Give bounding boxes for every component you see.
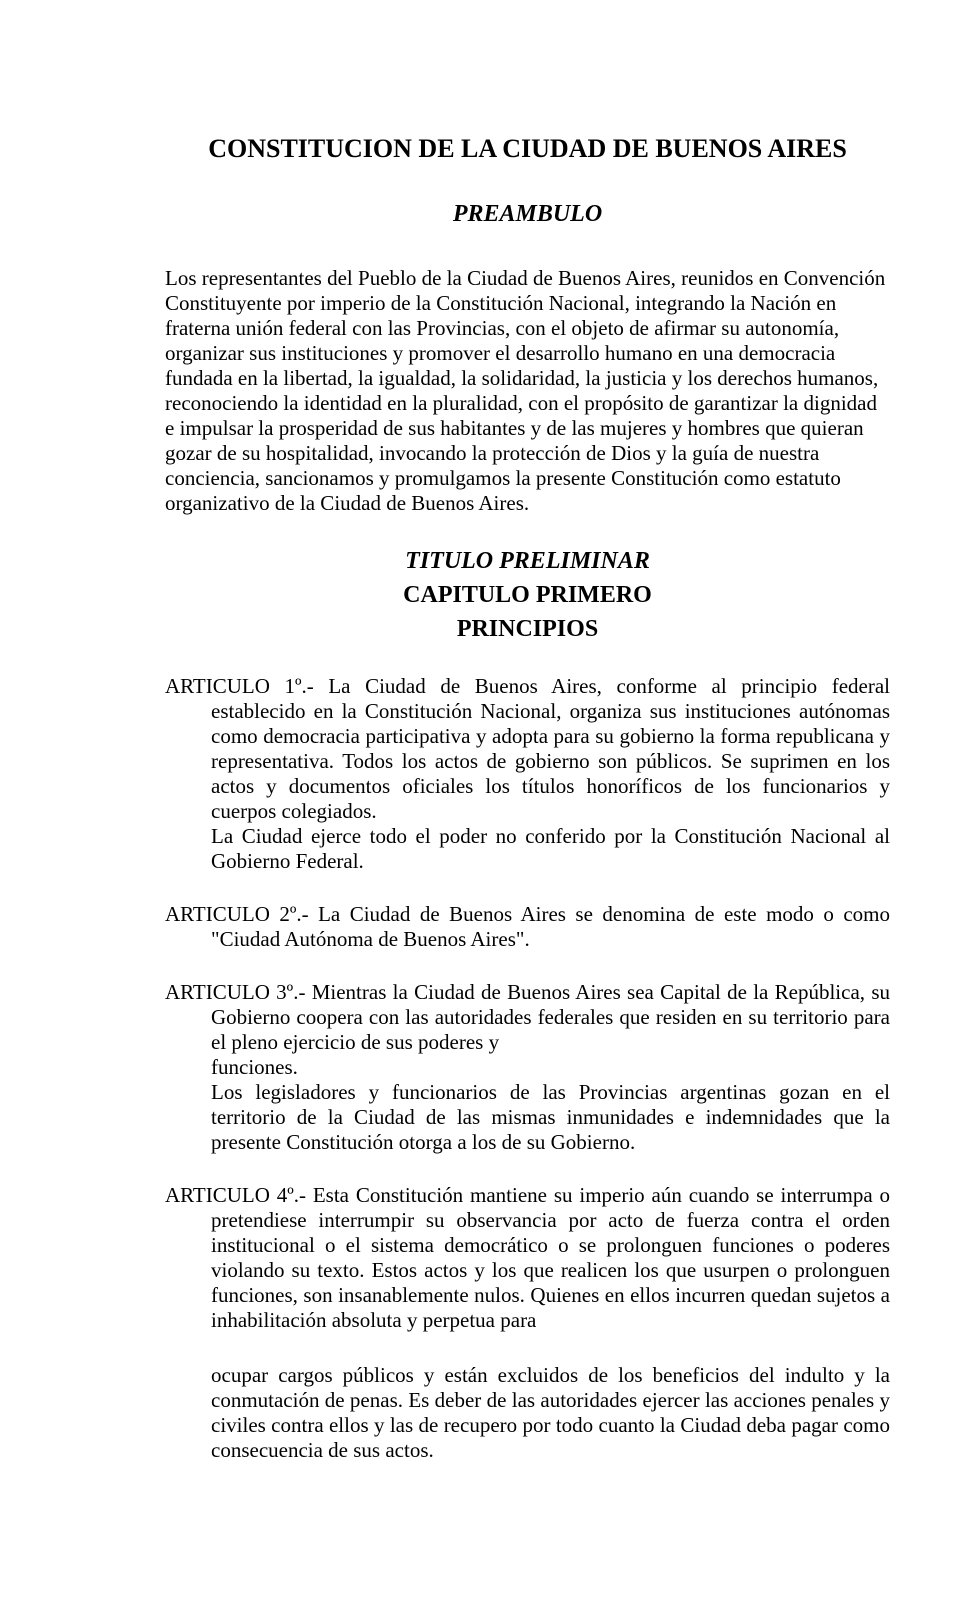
- article-1: [165, 674, 890, 874]
- preamble-paragraph: Los representantes del Pueblo de la Ciudad de Buenos Aires, reunidos en Convención Constituyente por imperio de la Constitución Nacional, integrando la Nación en fraterna unión federal con las Provincias, con el objeto de afirmar su autonomía, organizar sus instituciones y promover el desarrollo humano en una democracia fundada en la libertad, la igualdad, la solidaridad, la justicia y los derechos humanos, reconociendo la identidad en la pluralidad, con el propósito de garantizar la dignidad e impulsar la prosperidad de sus habitantes y de las mujeres y hombres que quieran gozar de su hospitalidad, invocando la protección de Dios y la guía de nuestra conciencia, sancionamos y promulgamos la presente Constitución como estatuto organizativo de la Ciudad de Buenos Aires.: [165, 266, 886, 515]
- article-2-paragraph-1: ARTICULO 2º.- La Ciudad de Buenos Aires se denomina de este modo o como "Ciudad Autónoma de Buenos Aires".: [165, 902, 890, 951]
- heading-capitulo-primero: CAPITULO PRIMERO: [403, 582, 652, 608]
- article-3-paragraph-1: ARTICULO 3º.- Mientras la Ciudad de Buenos Aires sea Capital de la República, su Gobierno coopera con las autoridades federales que residen en su territorio para el pleno ejercicio de sus poderes y: [165, 980, 890, 1054]
- preamble-heading: PREAMBULO: [452, 201, 603, 227]
- article-4-paragraph-2: ocupar cargos públicos y están excluidos de los beneficios del indulto y la conmutación de penas. Es deber de las autoridades ejercer las acciones penales y civiles contra ellos y las de recupero por todo cuanto la Ciudad deba pagar como consecuencia de sus actos.: [211, 1363, 890, 1462]
- heading-principios: PRINCIPIOS: [456, 616, 599, 642]
- section-headings: [165, 544, 890, 646]
- article-1-paragraph-1: ARTICULO 1º.- La Ciudad de Buenos Aires, conforme al principio federal establecido en la Constitución Nacional, organiza sus instituciones autónomas como democracia participativa y adopta para su gobierno la forma republicana y representativa. Todos los actos de gobierno son públicos. Se suprimen en los actos y documentos oficiales los títulos honoríficos de los funcionarios y cuerpos colegiados.: [165, 674, 890, 823]
- article-3-paragraph-2: funciones.: [211, 1055, 298, 1079]
- article-3: [165, 980, 890, 1155]
- article-1-paragraph-2: La Ciudad ejerce todo el poder no conferido por la Constitución Nacional al Gobierno Federal.: [211, 824, 890, 873]
- article-3-paragraph-3: Los legisladores y funcionarios de las Provincias argentinas gozan en el territorio de la Ciudad de las mismas inmunidades e indemnidades que la presente Constitución otorga a los de su Gobierno.: [211, 1080, 890, 1154]
- article-2: [165, 902, 890, 952]
- heading-titulo-preliminar: TITULO PRELIMINAR: [405, 548, 650, 574]
- article-4-paragraph-1: ARTICULO 4º.- Esta Constitución mantiene su imperio aún cuando se interrumpa o pretendiese interrumpir su observancia por acto de fuerza contra el orden institucional o el sistema democrático o se prolonguen funciones o poderes violando su texto. Estos actos y los que realicen los que usurpen o prolonguen funciones, son insanablemente nulos. Quienes en ellos incurren quedan sujetos a inhabilitación absoluta y perpetua para: [165, 1183, 890, 1332]
- article-4: [165, 1183, 890, 1463]
- document-title: CONSTITUCION DE LA CIUDAD DE BUENOS AIRES: [208, 134, 847, 163]
